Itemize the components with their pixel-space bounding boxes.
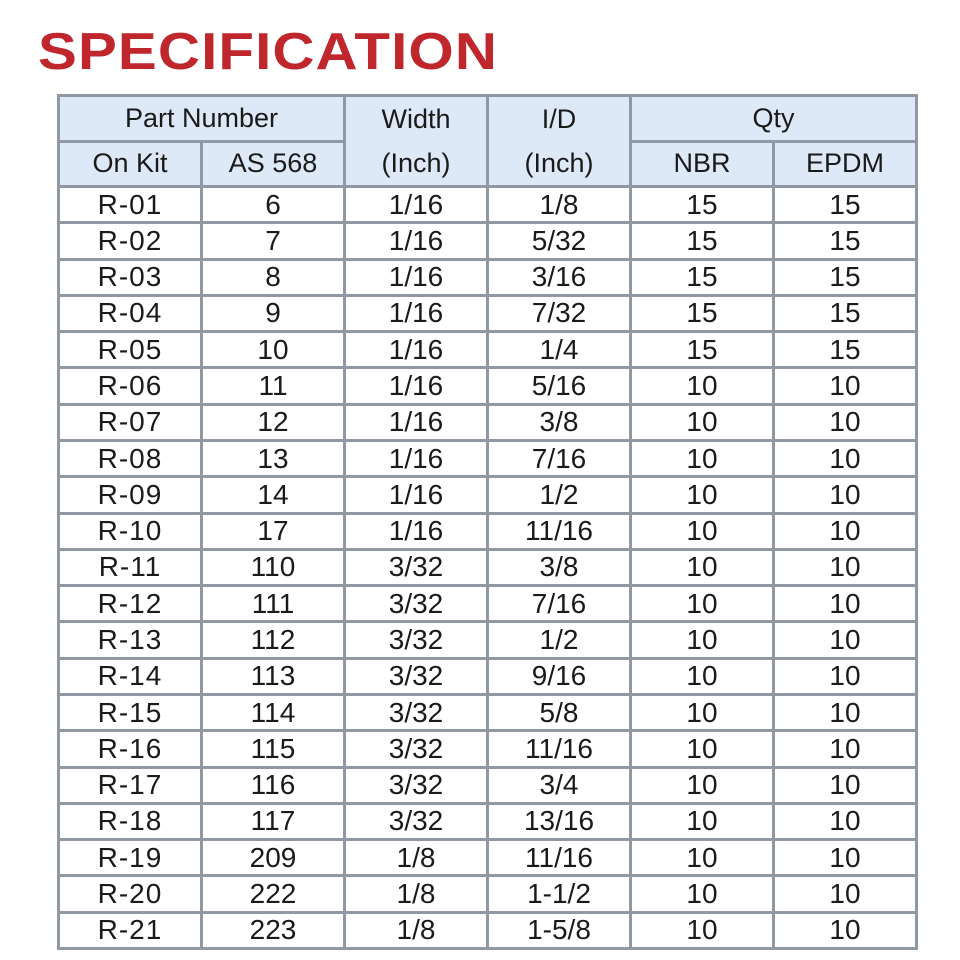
width-cell: 1/8 xyxy=(345,912,488,948)
as568-cell: 111 xyxy=(202,586,345,622)
nbr-qty-cell: 10 xyxy=(631,549,774,585)
nbr-qty-cell: 10 xyxy=(631,840,774,876)
on-kit-cell: R-19 xyxy=(59,840,202,876)
table-row xyxy=(59,187,917,223)
on-kit-cell: R-11 xyxy=(59,549,202,585)
epdm-qty-cell: 15 xyxy=(774,259,917,295)
on-kit-cell: R-09 xyxy=(59,477,202,513)
width-cell: 1/8 xyxy=(345,840,488,876)
as568-cell: 6 xyxy=(202,187,345,223)
epdm-qty-cell: 10 xyxy=(774,658,917,694)
nbr-qty-cell: 10 xyxy=(631,876,774,912)
on-kit-cell: R-06 xyxy=(59,368,202,404)
epdm-qty-cell: 15 xyxy=(774,187,917,223)
width-header xyxy=(345,96,488,187)
id-cell: 1/2 xyxy=(488,477,631,513)
id-header-line1: I/D xyxy=(541,104,577,134)
table-body xyxy=(59,187,917,949)
epdm-qty-cell: 10 xyxy=(774,731,917,767)
width-cell: 3/32 xyxy=(345,803,488,839)
part-number-header: Part Number xyxy=(59,96,345,142)
specification-table xyxy=(57,94,918,950)
epdm-qty-cell: 15 xyxy=(774,295,917,331)
as568-cell: 8 xyxy=(202,259,345,295)
width-cell: 3/32 xyxy=(345,586,488,622)
on-kit-cell: R-08 xyxy=(59,440,202,476)
nbr-qty-cell: 10 xyxy=(631,440,774,476)
as568-cell: 114 xyxy=(202,694,345,730)
on-kit-cell: R-05 xyxy=(59,332,202,368)
width-cell: 1/16 xyxy=(345,440,488,476)
width-header-line2: (Inch) xyxy=(381,148,451,178)
table-row xyxy=(59,368,917,404)
width-cell: 3/32 xyxy=(345,658,488,694)
epdm-qty-cell: 10 xyxy=(774,586,917,622)
id-cell: 1-5/8 xyxy=(488,912,631,948)
on-kit-cell: R-07 xyxy=(59,404,202,440)
table-row xyxy=(59,694,917,730)
width-cell: 1/8 xyxy=(345,876,488,912)
epdm-qty-cell: 10 xyxy=(774,912,917,948)
on-kit-cell: R-20 xyxy=(59,876,202,912)
as568-cell: 117 xyxy=(202,803,345,839)
as568-cell: 13 xyxy=(202,440,345,476)
nbr-qty-cell: 15 xyxy=(631,259,774,295)
epdm-qty-cell: 10 xyxy=(774,549,917,585)
epdm-qty-cell: 10 xyxy=(774,876,917,912)
table-row xyxy=(59,295,917,331)
id-cell: 3/16 xyxy=(488,259,631,295)
epdm-qty-cell: 10 xyxy=(774,477,917,513)
as568-cell: 10 xyxy=(202,332,345,368)
table-row xyxy=(59,912,917,948)
table-row xyxy=(59,586,917,622)
on-kit-cell: R-17 xyxy=(59,767,202,803)
epdm-qty-cell: 10 xyxy=(774,803,917,839)
as568-cell: 115 xyxy=(202,731,345,767)
id-cell: 11/16 xyxy=(488,731,631,767)
on-kit-cell: R-01 xyxy=(59,187,202,223)
on-kit-cell: R-16 xyxy=(59,731,202,767)
epdm-qty-cell: 10 xyxy=(774,404,917,440)
nbr-header: NBR xyxy=(631,141,774,187)
width-cell: 3/32 xyxy=(345,694,488,730)
table-row xyxy=(59,840,917,876)
table-row xyxy=(59,404,917,440)
as568-cell: 110 xyxy=(202,549,345,585)
id-header-line2: (Inch) xyxy=(524,148,594,178)
epdm-qty-cell: 10 xyxy=(774,694,917,730)
nbr-qty-cell: 15 xyxy=(631,223,774,259)
id-header xyxy=(488,96,631,187)
nbr-qty-cell: 10 xyxy=(631,694,774,730)
nbr-qty-cell: 10 xyxy=(631,731,774,767)
epdm-qty-cell: 10 xyxy=(774,622,917,658)
id-cell: 7/32 xyxy=(488,295,631,331)
epdm-qty-cell: 10 xyxy=(774,513,917,549)
as568-cell: 113 xyxy=(202,658,345,694)
as568-cell: 116 xyxy=(202,767,345,803)
width-cell: 1/16 xyxy=(345,513,488,549)
width-cell: 1/16 xyxy=(345,368,488,404)
on-kit-cell: R-04 xyxy=(59,295,202,331)
table-row xyxy=(59,549,917,585)
as568-cell: 7 xyxy=(202,223,345,259)
width-cell: 3/32 xyxy=(345,622,488,658)
as568-cell: 14 xyxy=(202,477,345,513)
epdm-qty-cell: 10 xyxy=(774,767,917,803)
width-cell: 1/16 xyxy=(345,187,488,223)
nbr-qty-cell: 10 xyxy=(631,404,774,440)
on-kit-cell: R-12 xyxy=(59,586,202,622)
table-row xyxy=(59,332,917,368)
id-cell: 7/16 xyxy=(488,586,631,622)
width-cell: 3/32 xyxy=(345,767,488,803)
width-cell: 3/32 xyxy=(345,731,488,767)
as568-cell: 17 xyxy=(202,513,345,549)
id-cell: 1/4 xyxy=(488,332,631,368)
table-row xyxy=(59,622,917,658)
epdm-qty-cell: 10 xyxy=(774,368,917,404)
width-cell: 3/32 xyxy=(345,549,488,585)
id-cell: 3/4 xyxy=(488,767,631,803)
table-row xyxy=(59,731,917,767)
width-cell: 1/16 xyxy=(345,404,488,440)
on-kit-cell: R-14 xyxy=(59,658,202,694)
id-cell: 11/16 xyxy=(488,840,631,876)
nbr-qty-cell: 10 xyxy=(631,477,774,513)
as568-cell: 223 xyxy=(202,912,345,948)
table-row xyxy=(59,876,917,912)
nbr-qty-cell: 10 xyxy=(631,912,774,948)
on-kit-cell: R-02 xyxy=(59,223,202,259)
nbr-qty-cell: 10 xyxy=(631,368,774,404)
id-cell: 1/2 xyxy=(488,622,631,658)
on-kit-cell: R-10 xyxy=(59,513,202,549)
nbr-qty-cell: 10 xyxy=(631,658,774,694)
as568-cell: 9 xyxy=(202,295,345,331)
nbr-qty-cell: 15 xyxy=(631,295,774,331)
id-cell: 1/8 xyxy=(488,187,631,223)
id-cell: 3/8 xyxy=(488,404,631,440)
on-kit-cell: R-18 xyxy=(59,803,202,839)
epdm-qty-cell: 15 xyxy=(774,332,917,368)
on-kit-header: On Kit xyxy=(59,141,202,187)
width-cell: 1/16 xyxy=(345,259,488,295)
epdm-header: EPDM xyxy=(774,141,917,187)
on-kit-cell: R-21 xyxy=(59,912,202,948)
id-cell: 5/8 xyxy=(488,694,631,730)
id-cell: 3/8 xyxy=(488,549,631,585)
width-cell: 1/16 xyxy=(345,332,488,368)
id-cell: 7/16 xyxy=(488,440,631,476)
page-title: SPECIFICATION xyxy=(38,23,499,81)
table-row xyxy=(59,803,917,839)
width-cell: 1/16 xyxy=(345,295,488,331)
on-kit-cell: R-15 xyxy=(59,694,202,730)
id-cell: 5/16 xyxy=(488,368,631,404)
nbr-qty-cell: 15 xyxy=(631,187,774,223)
nbr-qty-cell: 10 xyxy=(631,513,774,549)
table-row xyxy=(59,767,917,803)
on-kit-cell: R-03 xyxy=(59,259,202,295)
width-header-line1: Width xyxy=(381,104,451,134)
epdm-qty-cell: 15 xyxy=(774,223,917,259)
id-cell: 1-1/2 xyxy=(488,876,631,912)
header-row-top xyxy=(59,96,917,142)
table-row xyxy=(59,259,917,295)
id-cell: 5/32 xyxy=(488,223,631,259)
width-cell: 1/16 xyxy=(345,477,488,513)
nbr-qty-cell: 10 xyxy=(631,622,774,658)
table-row xyxy=(59,658,917,694)
epdm-qty-cell: 10 xyxy=(774,840,917,876)
width-cell: 1/16 xyxy=(345,223,488,259)
table-row xyxy=(59,477,917,513)
id-cell: 11/16 xyxy=(488,513,631,549)
nbr-qty-cell: 10 xyxy=(631,586,774,622)
as568-cell: 11 xyxy=(202,368,345,404)
epdm-qty-cell: 10 xyxy=(774,440,917,476)
qty-header: Qty xyxy=(631,96,917,142)
table-row xyxy=(59,440,917,476)
id-cell: 9/16 xyxy=(488,658,631,694)
as568-cell: 222 xyxy=(202,876,345,912)
table-row xyxy=(59,223,917,259)
nbr-qty-cell: 15 xyxy=(631,332,774,368)
as568-cell: 209 xyxy=(202,840,345,876)
nbr-qty-cell: 10 xyxy=(631,767,774,803)
on-kit-cell: R-13 xyxy=(59,622,202,658)
as568-header: AS 568 xyxy=(202,141,345,187)
nbr-qty-cell: 10 xyxy=(631,803,774,839)
id-cell: 13/16 xyxy=(488,803,631,839)
as568-cell: 12 xyxy=(202,404,345,440)
table-header xyxy=(59,96,917,187)
table-row xyxy=(59,513,917,549)
as568-cell: 112 xyxy=(202,622,345,658)
